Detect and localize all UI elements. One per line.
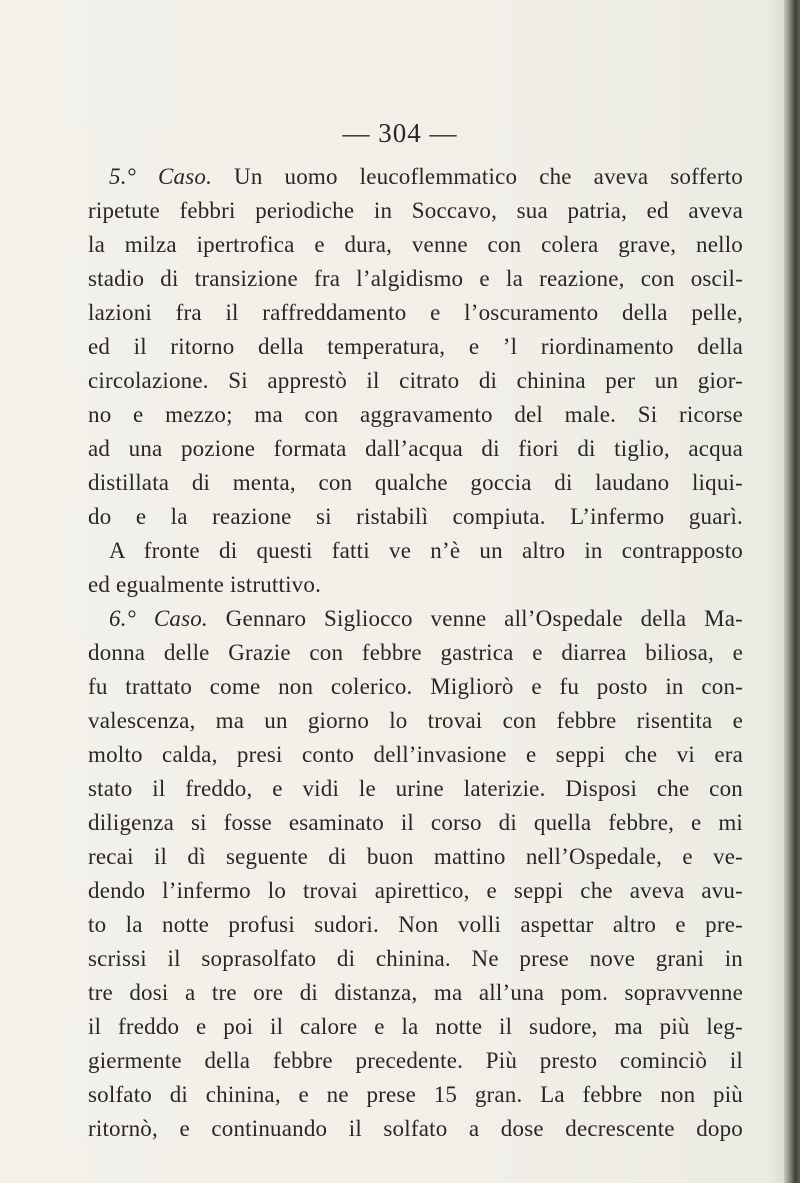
text-line: ed egualmente istruttivo. <box>88 572 322 597</box>
text-line: distillata di menta, con qualche goccia di laudano liqui- <box>88 470 743 495</box>
text-line: scrissi il soprasolfato di chinina. Ne prese nove grani in <box>88 946 743 971</box>
text-line: tre dosi a tre ore di distanza, ma all’una pom. sopravvenne <box>88 980 743 1005</box>
text-line: solfato di chinina, e ne prese 15 gran. La febbre non più <box>88 1082 743 1107</box>
text-line: to la notte profusi sudori. Non volli aspettar altro e pre- <box>88 912 743 937</box>
text-line: diligenza si fosse esaminato il corso di quella febbre, e mi <box>88 810 743 835</box>
text-line: molto calda, presi conto dell’invasione e seppi che vi era <box>88 742 743 767</box>
text-line: fu trattato come non colerico. Migliorò e fu posto in con- <box>88 674 743 699</box>
text-line: no e mezzo; ma con aggravamento del male. Si ricorse <box>88 402 743 427</box>
text-line: ripetute febbri periodiche in Soccavo, sua patria, ed aveva <box>88 198 743 223</box>
text-line: il freddo e poi il calore e la notte il sudore, ma più leg- <box>88 1014 743 1039</box>
text-line: giermente della febbre precedente. Più presto cominciò il <box>88 1048 743 1073</box>
text-line: A fronte di questi fatti ve n’è un altro in contrapposto <box>109 538 743 563</box>
case-label: 5.° Caso. <box>109 164 213 189</box>
page-number: — 304 — <box>342 118 458 148</box>
text-line: ad una pozione formata dall’acqua di fiori di tiglio, acqua <box>88 436 743 461</box>
page-binding-edge <box>784 0 800 1183</box>
text-line: donna delle Grazie con febbre gastrica e diarrea biliosa, e <box>88 640 743 665</box>
text-line: do e la reazione si ristabilì compiuta. L’infermo guarì. <box>88 504 743 529</box>
text-line: 5.° Caso. Un uomo leucoflemmatico che aveva sofferto <box>109 164 743 189</box>
text-line: la milza ipertrofica e dura, venne con colera grave, nello <box>88 232 743 257</box>
text-line: circolazione. Si apprestò il citrato di chinina per un gior- <box>88 368 743 393</box>
text-line: dendo l’infermo lo trovai apirettico, e seppi che aveva avu- <box>88 878 743 903</box>
text-line: 6.° Caso. Gennaro Sigliocco venne all’Ospedale della Ma- <box>109 606 743 631</box>
text-line: stadio di transizione fra l’algidismo e la reazione, con oscil- <box>88 266 743 291</box>
text-line: ed il ritorno della temperatura, e ’l riordinamento della <box>88 334 743 359</box>
case-label: 6.° Caso. <box>109 606 208 631</box>
text-line: stato il freddo, e vidi le urine laterizie. Disposi che con <box>88 776 743 801</box>
text-line: ritornò, e continuando il solfato a dose decrescente dopo <box>88 1116 743 1141</box>
body-text <box>88 160 743 1146</box>
text-line: valescenza, ma un giorno lo trovai con febbre risentita e <box>88 708 743 733</box>
text-line: recai il dì seguente di buon mattino nell’Ospedale, e ve- <box>88 844 743 869</box>
text-line: lazioni fra il raffreddamento e l’oscuramento della pelle, <box>88 300 743 325</box>
